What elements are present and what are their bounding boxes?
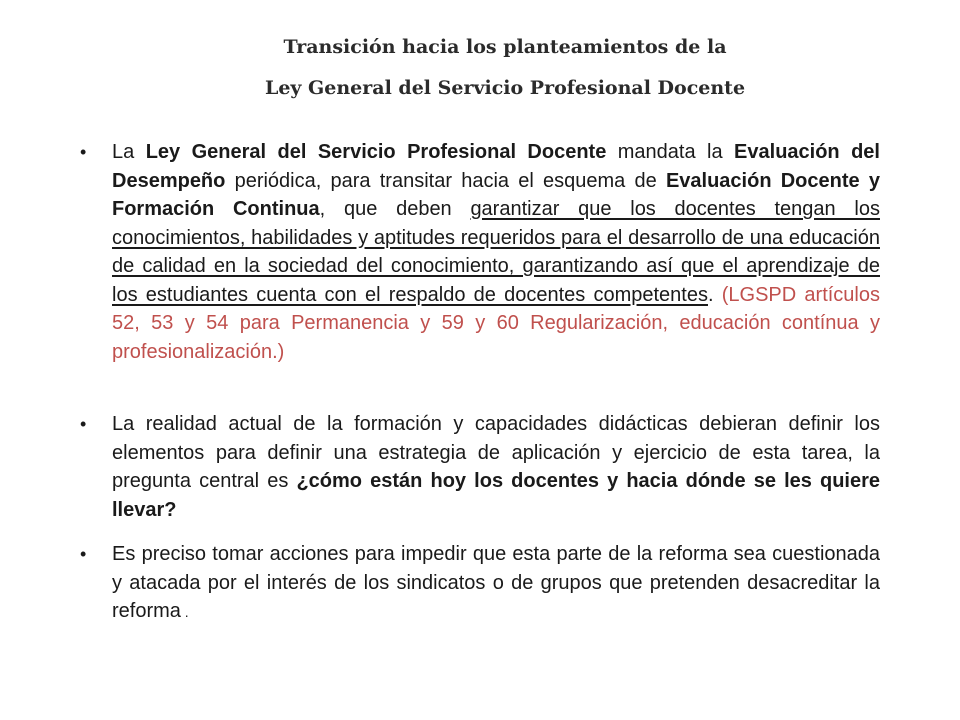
bullet-text bbox=[112, 543, 880, 622]
title-line-1: Transición hacia los planteamientos de la bbox=[283, 36, 727, 58]
central-question-bold: ¿cómo están hoy los docentes y hacia dónde se les quiere llevar? bbox=[112, 470, 881, 521]
spacer bbox=[80, 366, 880, 410]
evaluacion-docente-bold: Evaluación Docente y Formación Continua bbox=[112, 169, 880, 220]
law-name-bold: Ley General del Servicio Profesional Docente bbox=[145, 141, 607, 163]
text-run: La bbox=[112, 141, 146, 163]
lgspd-citation: (LGSPD artículos 52, 53 y 54 para Permanencia y 59 y 60 Regularización, educación contínua y profesionalización.) bbox=[112, 283, 880, 363]
garantizar-underlined: garantizar que los docentes tengan los conocimientos, habilidades y aptitudes requeridos para el desarrollo de una educación de calidad en la sociedad del conocimiento, garantizando así que el aprendizaje de los estudiantes cuenta con el respaldo de docentes competentes bbox=[112, 198, 880, 306]
slide-title bbox=[120, 38, 890, 98]
text-run: mandata la bbox=[606, 141, 735, 163]
bullet-item-acciones bbox=[80, 540, 880, 627]
bullet-icon: • bbox=[80, 142, 87, 162]
text-run: . bbox=[707, 283, 722, 306]
bullet-item-realidad-actual bbox=[80, 410, 880, 524]
bullet-icon: • bbox=[80, 544, 87, 564]
text-run-period: . bbox=[180, 604, 189, 620]
evaluacion-desempeno-bold: Evaluación del Desempeño bbox=[112, 141, 880, 192]
spacer bbox=[80, 524, 880, 540]
bullet-icon: • bbox=[80, 414, 87, 434]
title-line-2: Ley General del Servicio Profesional Docente bbox=[264, 77, 746, 99]
text-run: periódica, para transitar hacia el esquema de bbox=[225, 169, 666, 192]
bullet-list bbox=[80, 138, 880, 627]
text-run: La realidad actual de la formación y capacidades didácticas debieran definir los elementos para definir una estrategia de aplicación y ejercicio de esta tarea, la pregunta central es bbox=[112, 413, 880, 492]
bullet-text bbox=[112, 141, 880, 363]
bullet-text bbox=[112, 413, 880, 521]
text-run: Es preciso tomar acciones para impedir que esta parte de la reforma sea cuestionada y atacada por el interés de los sindicatos o de grupos que pretenden desacreditar la reforma bbox=[112, 543, 880, 622]
text-run: , que deben bbox=[319, 198, 471, 220]
bullet-item-ley-general bbox=[80, 138, 880, 366]
